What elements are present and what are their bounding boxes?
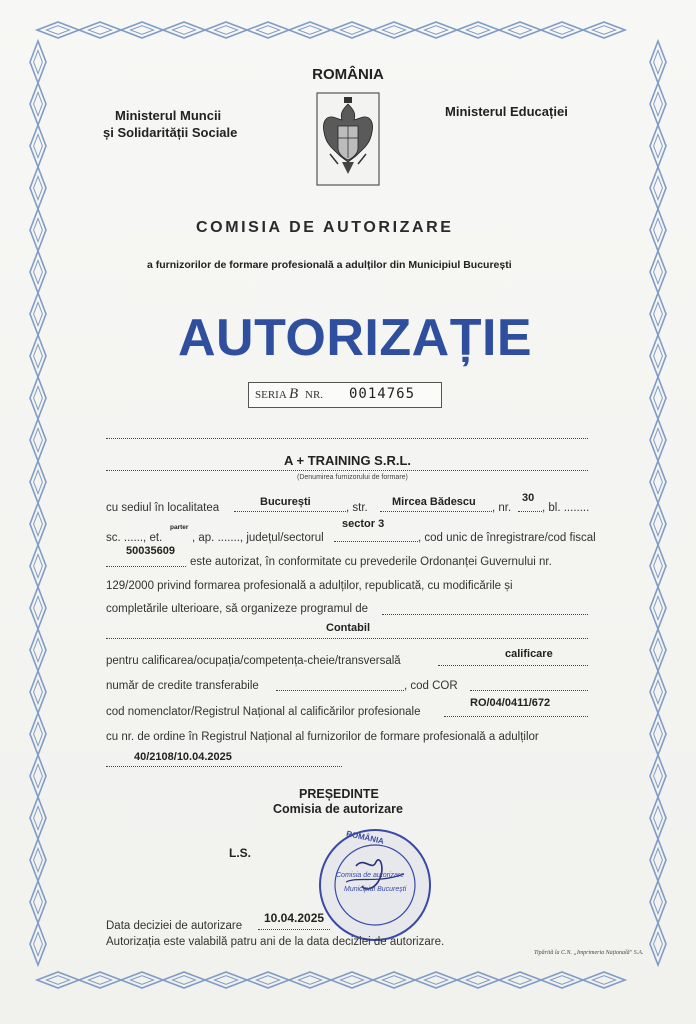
border-link-inner: [214, 26, 237, 35]
ministry-left-line1: Ministerul Muncii: [115, 108, 222, 123]
dotted-line: [438, 665, 588, 666]
border-link: [30, 545, 46, 587]
border-link-inner: [34, 50, 43, 73]
border-link: [650, 839, 666, 881]
border-link: [30, 881, 46, 923]
stamp-text-mid2: Municipiul București: [344, 886, 407, 893]
border-link-inner: [654, 596, 663, 619]
border-link: [121, 22, 163, 38]
field-qualification: calificare: [505, 648, 553, 660]
field-floor: parter: [170, 524, 189, 531]
border-link: [205, 972, 247, 988]
border-link: [30, 755, 46, 797]
serial-seria-label: SERIA: [255, 389, 287, 401]
ls-mark: L.S.: [229, 846, 252, 860]
commission-subtitle: a furnizorilor de formare profesională a adulților din Municipiul București: [147, 259, 512, 271]
border-link-inner: [654, 890, 663, 913]
serial-seria-value: B: [289, 386, 299, 402]
border-link: [650, 503, 666, 545]
border-link: [79, 972, 121, 988]
border-link-inner: [382, 26, 405, 35]
border-link: [37, 22, 79, 38]
border-link-inner: [34, 680, 43, 703]
border-link-inner: [550, 976, 573, 985]
dotted-line: [276, 690, 404, 691]
border-link: [650, 755, 666, 797]
serial-nr-value: 0014765: [349, 386, 416, 402]
border-link-inner: [46, 26, 69, 35]
border-link-inner: [34, 848, 43, 871]
president-title: PREȘEDINTE: [299, 787, 379, 801]
dotted-line: [258, 929, 330, 930]
border-link: [650, 881, 666, 923]
border-link: [650, 125, 666, 167]
border-link: [457, 972, 499, 988]
dotted-line: [106, 470, 588, 471]
border-link-inner: [592, 976, 615, 985]
decision-date: 10.04.2025: [264, 911, 325, 925]
field-fiscal-code: 50035609: [126, 545, 175, 557]
border-link: [37, 972, 79, 988]
border-link-inner: [298, 26, 321, 35]
border-link-inner: [34, 932, 43, 955]
text-l1-d: , bl. ........: [542, 502, 590, 514]
border-link: [415, 972, 457, 988]
border-link-inner: [654, 386, 663, 409]
border-link: [583, 972, 625, 988]
stamp-text-mid1: Comisia de autorizare: [336, 872, 405, 879]
dotted-line: [380, 511, 492, 512]
dotted-line: [106, 638, 588, 639]
border-link-inner: [34, 218, 43, 241]
field-nomenclator-code: RO/04/0411/672: [470, 697, 551, 709]
border-link-inner: [654, 932, 663, 955]
border-link-inner: [256, 26, 279, 35]
border-link: [30, 587, 46, 629]
border-link: [30, 923, 46, 965]
border-link-inner: [550, 26, 573, 35]
border-link-inner: [654, 554, 663, 577]
border-link-inner: [654, 764, 663, 787]
text-l9: cu nr. de ordine în Registrul Național al furnizorilor de formare profesională a adulților: [106, 731, 539, 743]
border-link-inner: [34, 134, 43, 157]
border-link: [30, 503, 46, 545]
commission-title: COMISIA DE AUTORIZARE: [196, 219, 454, 236]
border-link: [650, 587, 666, 629]
border-link-inner: [340, 26, 363, 35]
serial-nr-label: NR.: [305, 389, 324, 401]
border-link-inner: [34, 638, 43, 661]
provider-name: A + TRAINING S.R.L.: [284, 453, 411, 468]
text-l6-a: pentru calificarea/ocupația/competența-cheie/transversală: [106, 655, 401, 667]
border-link: [30, 839, 46, 881]
border-link: [650, 713, 666, 755]
border-link: [30, 251, 46, 293]
border-link-inner: [172, 976, 195, 985]
border-link-inner: [130, 976, 153, 985]
border-link-inner: [466, 26, 489, 35]
text-l5: completările ulterioare, să organizeze programul de: [106, 603, 369, 615]
border-link: [650, 335, 666, 377]
border-link: [650, 293, 666, 335]
border-link: [415, 22, 457, 38]
border-link-inner: [654, 470, 663, 493]
text-l2-c: , cod unic de înregistrare/cod fiscal: [418, 532, 596, 544]
field-program: Contabil: [326, 622, 370, 634]
border-link-inner: [34, 260, 43, 283]
border-link-inner: [654, 260, 663, 283]
border-link: [30, 419, 46, 461]
border-link-inner: [654, 302, 663, 325]
text-l2-a: sc. ......, et.: [106, 532, 163, 544]
border-link-inner: [34, 596, 43, 619]
border-link-inner: [654, 680, 663, 703]
border-link-inner: [34, 92, 43, 115]
dotted-line: [234, 511, 346, 512]
border-link: [289, 972, 331, 988]
border-link: [541, 972, 583, 988]
border-link: [30, 797, 46, 839]
border-link: [583, 22, 625, 38]
border-link: [30, 461, 46, 503]
president-subtitle: Comisia de autorizare: [273, 802, 403, 816]
border-link-inner: [34, 764, 43, 787]
border-link: [205, 22, 247, 38]
border-link-inner: [298, 976, 321, 985]
border-link: [650, 209, 666, 251]
text-l1-c: , nr.: [492, 502, 512, 514]
border-link-inner: [172, 26, 195, 35]
border-link-inner: [592, 26, 615, 35]
border-link: [457, 22, 499, 38]
border-link-inner: [424, 26, 447, 35]
border-link: [30, 335, 46, 377]
border-link: [30, 629, 46, 671]
border-link: [499, 22, 541, 38]
border-link-inner: [424, 976, 447, 985]
border-link: [650, 419, 666, 461]
border-link: [30, 41, 46, 83]
border-link: [650, 83, 666, 125]
field-street: Mircea Bădescu: [392, 496, 476, 508]
stamp-text-top: ROMÂNIA: [345, 829, 385, 846]
border-link: [79, 22, 121, 38]
border-link: [30, 293, 46, 335]
border-link: [373, 972, 415, 988]
text-l2-b: , ap. ......., județul/sectorul: [192, 532, 324, 544]
border-link: [30, 167, 46, 209]
dotted-line: [106, 566, 186, 567]
border-link-inner: [34, 344, 43, 367]
border-link-inner: [654, 512, 663, 535]
document-title: AUTORIZAȚIE: [178, 309, 533, 367]
border-link: [650, 41, 666, 83]
border-link-inner: [88, 26, 111, 35]
border-link-inner: [34, 428, 43, 451]
text-l1-a: cu sediul în localitatea: [106, 502, 220, 514]
border-link: [650, 251, 666, 293]
border-link: [541, 22, 583, 38]
border-link-inner: [256, 976, 279, 985]
border-link: [650, 923, 666, 965]
border-link: [30, 125, 46, 167]
border-link-inner: [34, 722, 43, 745]
border-link-inner: [654, 218, 663, 241]
border-link: [650, 461, 666, 503]
printer-note: Tipărită la C.N. „Imprimeria Națională" S.A.: [534, 950, 644, 956]
border-link: [650, 545, 666, 587]
provider-caption: (Denumirea furnizorului de formare): [297, 474, 408, 481]
text-l7-a: număr de credite transferabile: [106, 680, 259, 692]
border-link-inner: [654, 176, 663, 199]
border-link-inner: [508, 26, 531, 35]
border-link: [331, 22, 373, 38]
border-link: [247, 22, 289, 38]
border-link: [121, 972, 163, 988]
dotted-line: [382, 614, 588, 615]
border-link-inner: [654, 638, 663, 661]
dotted-line: [334, 541, 418, 542]
border-link-inner: [34, 512, 43, 535]
text-l3-a: este autorizat, în conformitate cu prevederile Ordonanței Guvernului nr.: [190, 556, 552, 568]
border-link: [650, 377, 666, 419]
field-city: București: [260, 496, 311, 508]
serial-box: [248, 382, 442, 408]
border-link-inner: [88, 976, 111, 985]
decision-label: Data deciziei de autorizare: [106, 920, 243, 932]
ministry-left-line2: și Solidarității Sociale: [103, 125, 238, 140]
border-link-inner: [34, 806, 43, 829]
dotted-line: [470, 690, 588, 691]
border-link: [30, 713, 46, 755]
border-link-inner: [214, 976, 237, 985]
border-link: [30, 209, 46, 251]
border-link-inner: [46, 976, 69, 985]
border-link-inner: [34, 554, 43, 577]
border-link: [163, 22, 205, 38]
text-l1-b: , str.: [346, 502, 368, 514]
country-heading: ROMÂNIA: [312, 66, 384, 83]
border-link-inner: [654, 344, 663, 367]
border-link: [30, 377, 46, 419]
dotted-line: [106, 438, 588, 439]
border-link: [289, 22, 331, 38]
ministry-right: Ministerul Educației: [445, 104, 568, 119]
border-link-inner: [34, 302, 43, 325]
border-link-inner: [654, 92, 663, 115]
dotted-line: [518, 511, 542, 512]
border-link: [30, 83, 46, 125]
validity-note: Autorizația este valabilă patru ani de la data deciziei de autorizare.: [106, 936, 445, 948]
border-link-inner: [34, 176, 43, 199]
text-l8-a: cod nomenclator/Registrul Național al calificărilor profesionale: [106, 706, 421, 718]
border-link-inner: [34, 890, 43, 913]
field-nr: 30: [522, 492, 535, 504]
border-link: [650, 671, 666, 713]
field-register-number: 40/2108/10.04.2025: [134, 751, 232, 763]
border-link: [650, 797, 666, 839]
text-l4: 129/2000 privind formarea profesională a adulților, republicată, cu modificările și: [106, 580, 513, 592]
border-link: [650, 629, 666, 671]
border-link: [247, 972, 289, 988]
field-sector: sector 3: [342, 518, 385, 530]
border-link-inner: [654, 806, 663, 829]
border-link-inner: [34, 386, 43, 409]
border-link-inner: [654, 134, 663, 157]
border-link: [373, 22, 415, 38]
coat-of-arms-icon: [316, 92, 380, 186]
border-link-inner: [340, 976, 363, 985]
border-link-inner: [654, 50, 663, 73]
border-link-inner: [466, 976, 489, 985]
border-link-inner: [34, 470, 43, 493]
text-l7-b: , cod COR: [404, 680, 458, 692]
border-link: [163, 972, 205, 988]
border-link-inner: [508, 976, 531, 985]
border-link-inner: [654, 722, 663, 745]
border-link-inner: [130, 26, 153, 35]
border-link: [331, 972, 373, 988]
border-link-inner: [654, 428, 663, 451]
dotted-line: [106, 766, 342, 767]
dotted-line: [444, 716, 588, 717]
border-link: [499, 972, 541, 988]
border-link-inner: [654, 848, 663, 871]
border-link: [30, 671, 46, 713]
border-link: [650, 167, 666, 209]
border-link-inner: [382, 976, 405, 985]
